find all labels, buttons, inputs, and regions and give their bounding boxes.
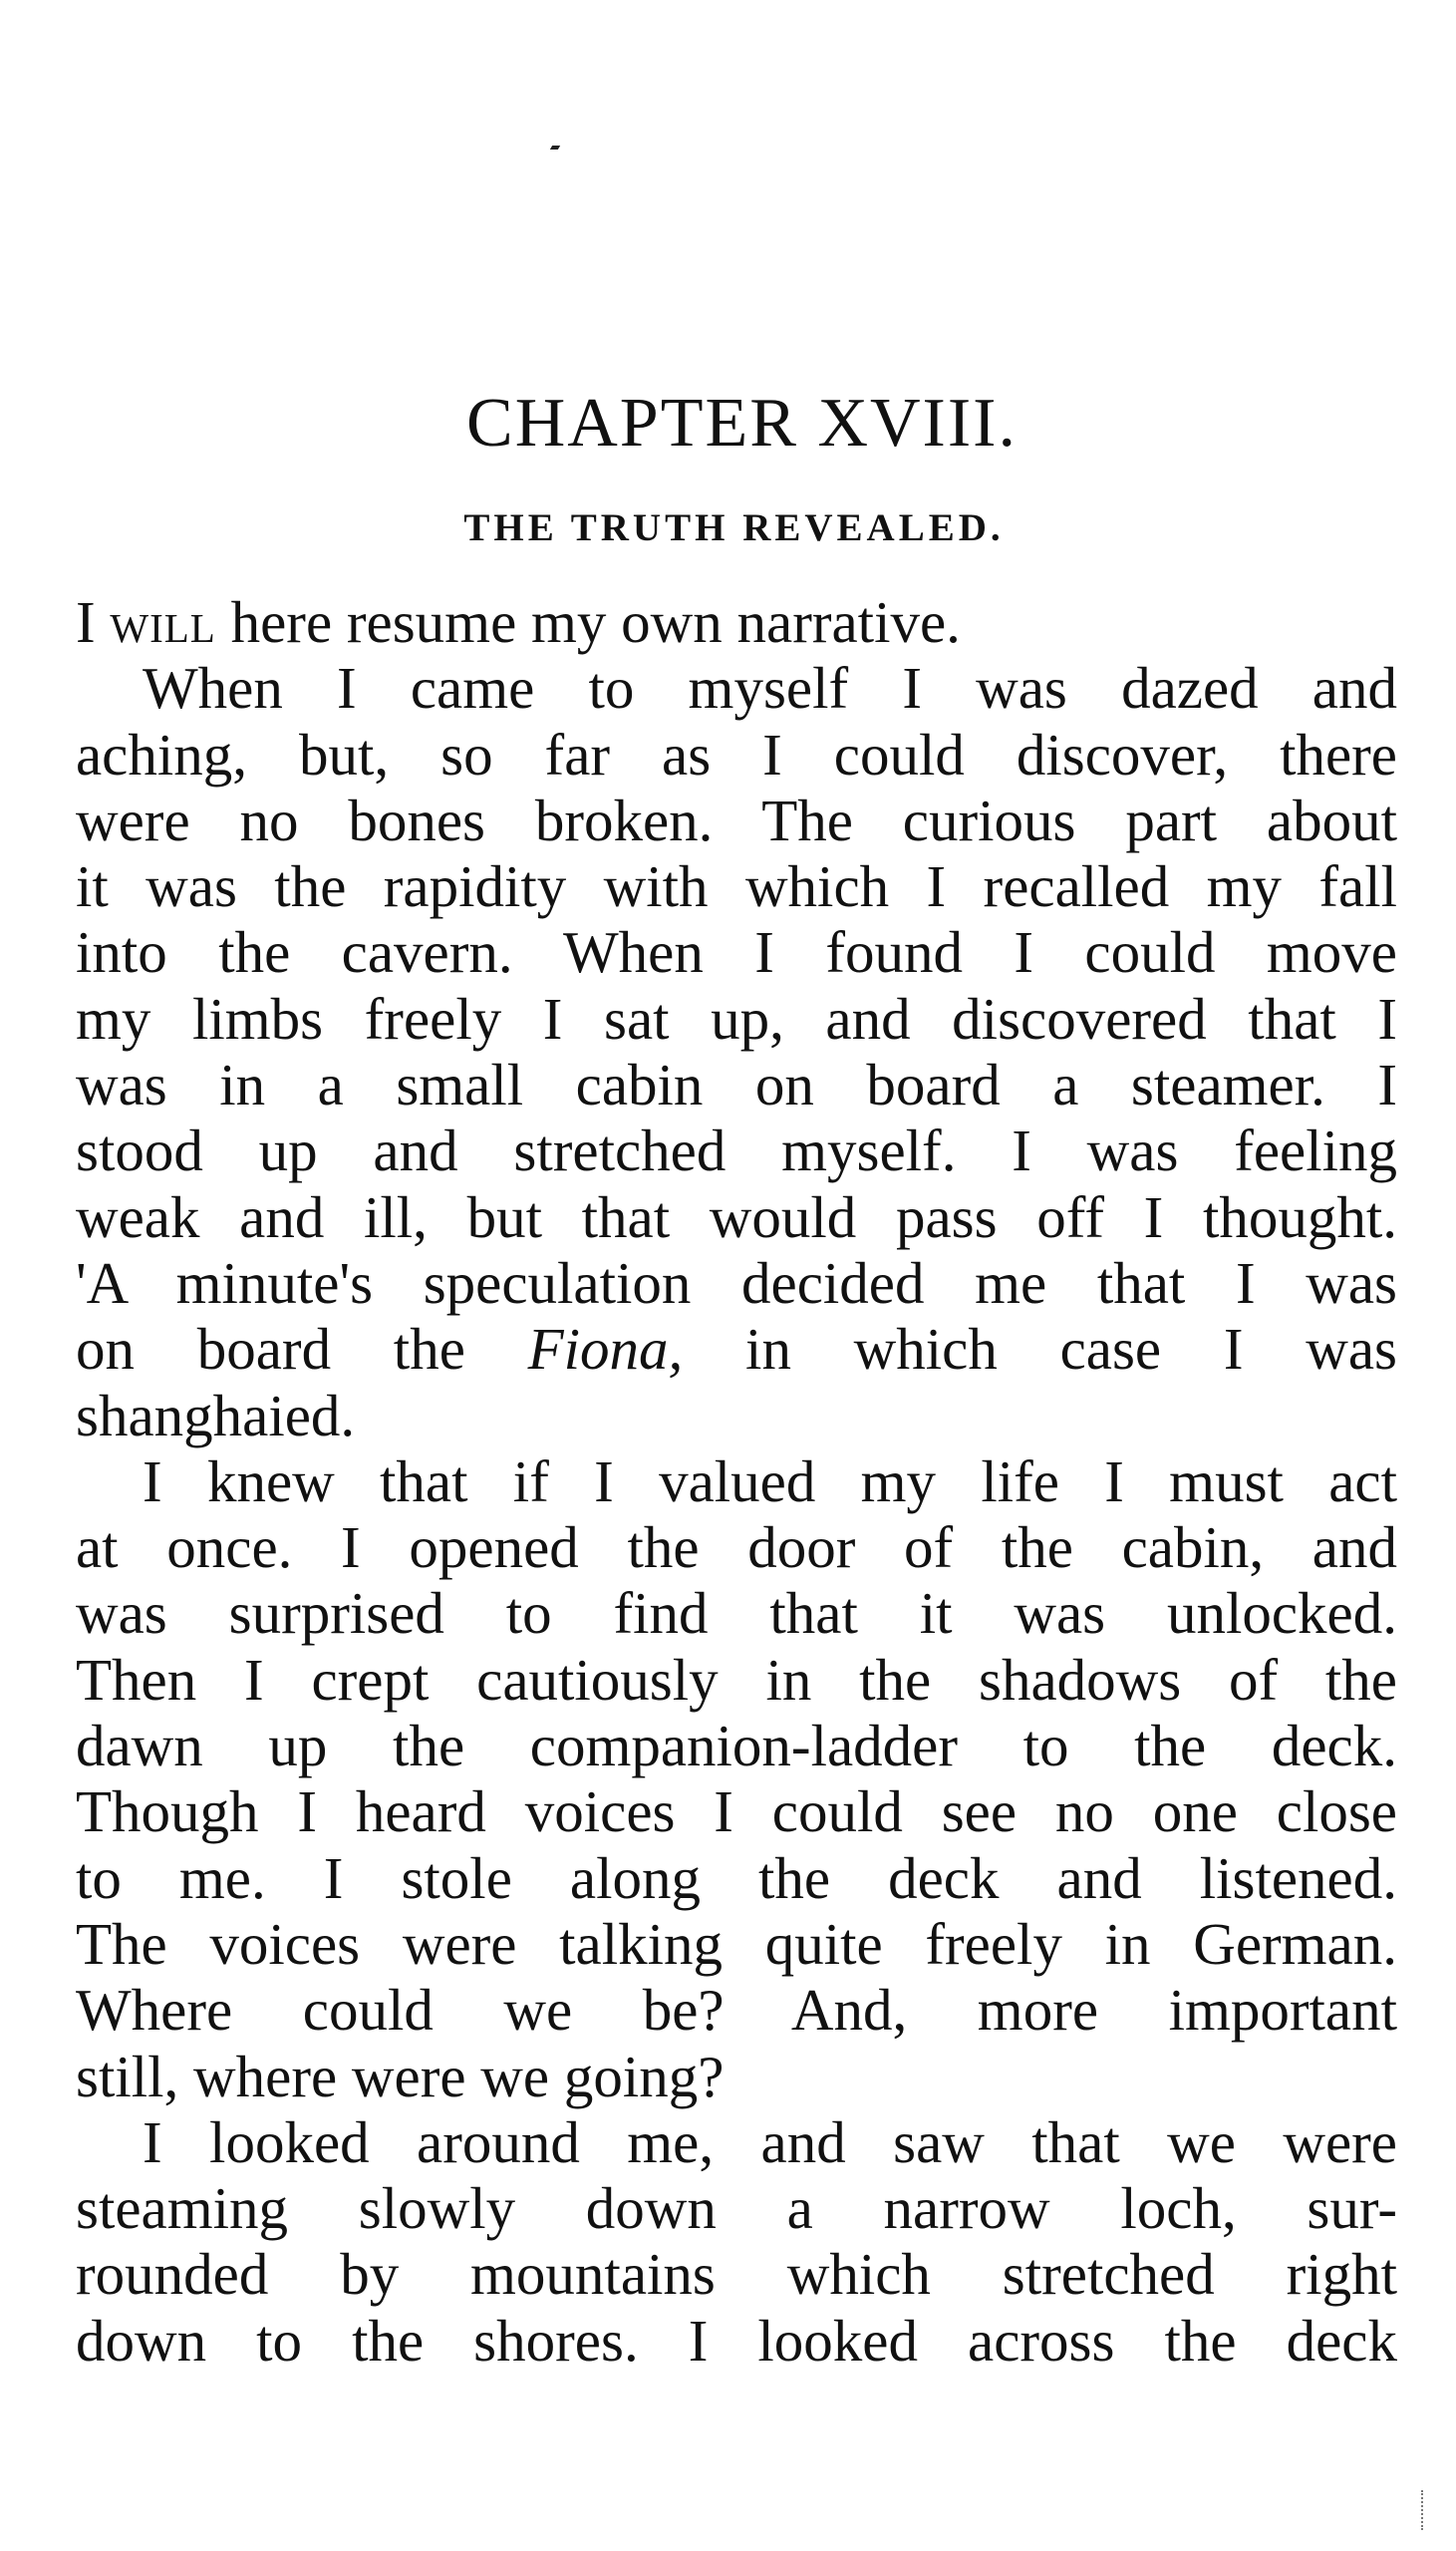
line-text: I [76,589,111,655]
text-line: it was the rapidity with which I recalled my fall [76,853,1397,920]
text-line: into the cavern. When I found I could move [76,919,1397,986]
text-line: shanghaied. [76,1382,356,1448]
page-edge-mark [1421,2490,1429,2530]
text-line: rounded by mountains which stretched right [76,2241,1397,2308]
body-text [76,589,1397,2374]
ship-name: Fiona, [527,1316,684,1383]
text-line: Where could we be? And, more important [76,1977,1397,2044]
text-line: dawn up the companion-ladder to the deck. [76,1713,1397,1779]
line-text: here resume my own narrative. [215,589,961,655]
text-line [76,589,1397,655]
text-line: still, where were we going? [76,2043,725,2109]
text-line [76,1316,1397,1382]
text-line: I knew that if I valued my life I must act [143,1447,1397,1514]
text-line: stood up and stretched myself. I was feeling [76,1117,1397,1184]
text-line: at once. I opened the door of the cabin, and [76,1514,1397,1581]
text-line: was surprised to find that it was unlocked. [76,1580,1397,1647]
text-line: 'A minute's speculation decided me that I was [76,1249,1397,1316]
text-line: aching, but, so far as I could discover, there [76,721,1397,788]
text-line: Though I heard voices I could see no one close [76,1778,1397,1845]
text-line: were no bones broken. The curious part about [76,787,1397,853]
text-line: steaming slowly down a narrow loch, sur- [76,2175,1397,2242]
ink-speck [550,146,560,150]
small-caps-word: will [110,589,216,655]
chapter-title: CHAPTER XVIII. [466,385,1018,462]
text-line: Then I crept cautiously in the shadows of the [76,1646,1397,1713]
text-line: The voices were talking quite freely in German. [76,1910,1397,1977]
text-line: my limbs freely I sat up, and discovered that I [76,985,1397,1052]
text-line: to me. I stole along the deck and listened. [76,1844,1397,1911]
text-line: was in a small cabin on board a steamer. I [76,1052,1397,1118]
chapter-subtitle: THE TRUTH REVEALED. [463,506,1005,549]
text-line: down to the shores. I looked across the deck [76,2307,1397,2374]
text-line: I looked around me, and saw that we were [143,2108,1397,2175]
line-text: in which case I was [683,1316,1397,1383]
text-line: When I came to myself I was dazed and [143,655,1397,722]
text-line: weak and ill, but that would pass off I thought. [76,1183,1397,1250]
line-text: on board the [76,1316,528,1383]
